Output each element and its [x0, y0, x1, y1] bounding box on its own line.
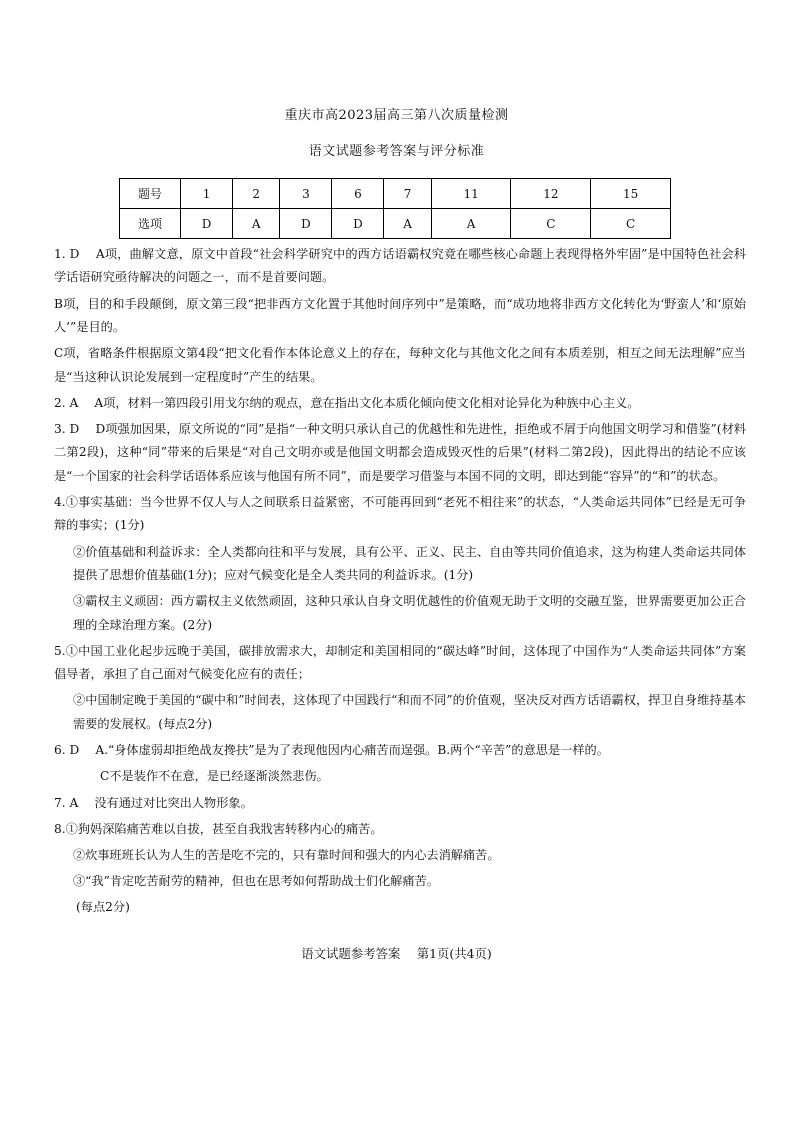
table-row-numbers	[120, 179, 671, 209]
table-header-option: 选项	[120, 209, 181, 239]
page-footer: 语文试题参考答案 第1页(共4页)	[301, 946, 492, 961]
table-cell: A	[384, 209, 431, 239]
paragraph-q5: 5.①中国工业化起步远晚于美国，碳排放需求大，却制定和美国相同的“碳达峰”时间，这体现了中国作为“人类命运共同体”方案倡导者，承担了自己面对气候变化应有的责任；	[54, 643, 746, 682]
table-cell: C	[591, 209, 671, 239]
paragraph-q8-point3: ③“我”肯定吃苦耐劳的精神，但也在思考如何帮助战士们化解痛苦。	[73, 874, 439, 889]
paragraph-q3: 3. D D项强加因果，原文所说的“同”是指“一种文明只承认自己的优越性和先进性，拒绝或不屑于向他国文明学习和借鉴”(材料二第2段)，这种“同”带来的后果是“对自己文明亦或是他国文明都会造成毁灭性的后果”(材料二第2段)，因此得出的结论不应该是“一个国家的社会科学话语体系应该与他国有所不同”，而是要学习借鉴与本国不同的文明，即达到能“容异”的“和”的状态。	[54, 422, 746, 483]
table-cell: C	[511, 209, 591, 239]
table-cell: A	[233, 209, 280, 239]
table-header-question-number: 题号	[120, 179, 181, 209]
paragraph-q1: 1. D A项，曲解文意，原文中首段“社会科学研究中的西方话语霸权究竟在哪些核心命题上表现得格外牢固”是中国特色社会科学话语研究亟待解决的问题之一，而不是首要问题。	[54, 247, 746, 285]
answer-explanations	[54, 243, 746, 923]
table-cell: 1	[181, 179, 233, 209]
paragraph-q5-point2: ②中国制定晚于美国的“碳中和”时间表，这体现了中国践行“和而不同”的价值观，坚决反对西方话语霸权，捍卫自身维持基本需要的发展权。(每点2分)	[73, 693, 746, 731]
paragraph-q8: 8.①狗妈深陷痛苦难以自拔，甚至自我戕害转移内心的痛苦。	[54, 821, 383, 836]
table-cell: A	[431, 209, 511, 239]
paragraph-q1-b: B项，目的和手段颠倒，原文第三段“把非西方文化置于其他时间序列中”是策略，而“成功地将非西方文化转化为‘野蛮人’和‘原始人’”是目的。	[54, 296, 746, 335]
paragraph-q6: 6. D A.“身体虚弱却拒绝战友搀扶”是为了表现他因内心痛苦而逞强。B.两个“辛苦”的意思是一样的。	[54, 743, 609, 758]
paragraph-q8-scoring: (每点2分)	[76, 900, 130, 915]
paragraph-q2: 2. A A项，材料一第四段引用戈尔纳的观点，意在指出文化本质化倾向使文化相对论异化为种族中心主义。	[54, 395, 640, 410]
page-subtitle: 语文试题参考答案与评分标准	[308, 144, 485, 159]
paragraph-q7: 7. A 没有通过对比突出人物形象。	[54, 795, 253, 810]
table-cell: 3	[280, 179, 332, 209]
table-cell: D	[280, 209, 332, 239]
table-cell: 2	[233, 179, 280, 209]
paragraph-q1-c: C项，省略条件根据原文第4段“把文化看作本体论意义上的存在，每种文化与其他文化之间有本质差别，相互之间无法理解”应当是“当这种认识论发展到一定程度时”产生的结果。	[54, 346, 746, 384]
table-cell: 7	[384, 179, 431, 209]
paragraph-q6-c: C不是装作不在意，是已经逐渐淡然悲伤。	[100, 769, 329, 784]
table-cell: D	[332, 209, 384, 239]
table-cell: 15	[591, 179, 671, 209]
answer-table	[119, 178, 671, 239]
table-row-answers	[120, 209, 671, 239]
table-cell: 12	[511, 179, 591, 209]
paragraph-q4-point2: ②价值基础和利益诉求：全人类都向往和平与发展，具有公平、正义、民主、自由等共同价值追求，这为构建人类命运共同体提供了思想价值基础(1分)；应对气候变化是全人类共同的利益诉求。(1分)	[73, 544, 746, 583]
table-cell: 11	[431, 179, 511, 209]
paragraph-q4-point3: ③霸权主义顽固：西方霸权主义依然顽固，这种只承认自身文明优越性的价值观无助于文明的交融互鉴，世界需要更加公正合理的全球治理方案。(2分)	[73, 594, 746, 632]
page-title: 重庆市高2023届高三第八次质量检测	[284, 108, 509, 123]
paragraph-q8-point2: ②炊事班班长认为人生的苦是吃不完的，只有靠时间和强大的内心去消解痛苦。	[73, 847, 500, 862]
table-cell: D	[181, 209, 233, 239]
table-cell: 6	[332, 179, 384, 209]
paragraph-q4: 4.①事实基础：当今世界不仅人与人之间联系日益紧密，不可能再回到“老死不相往来”的状态，“人类命运共同体”已经是无可争辩的事实；(1分)	[54, 495, 746, 533]
